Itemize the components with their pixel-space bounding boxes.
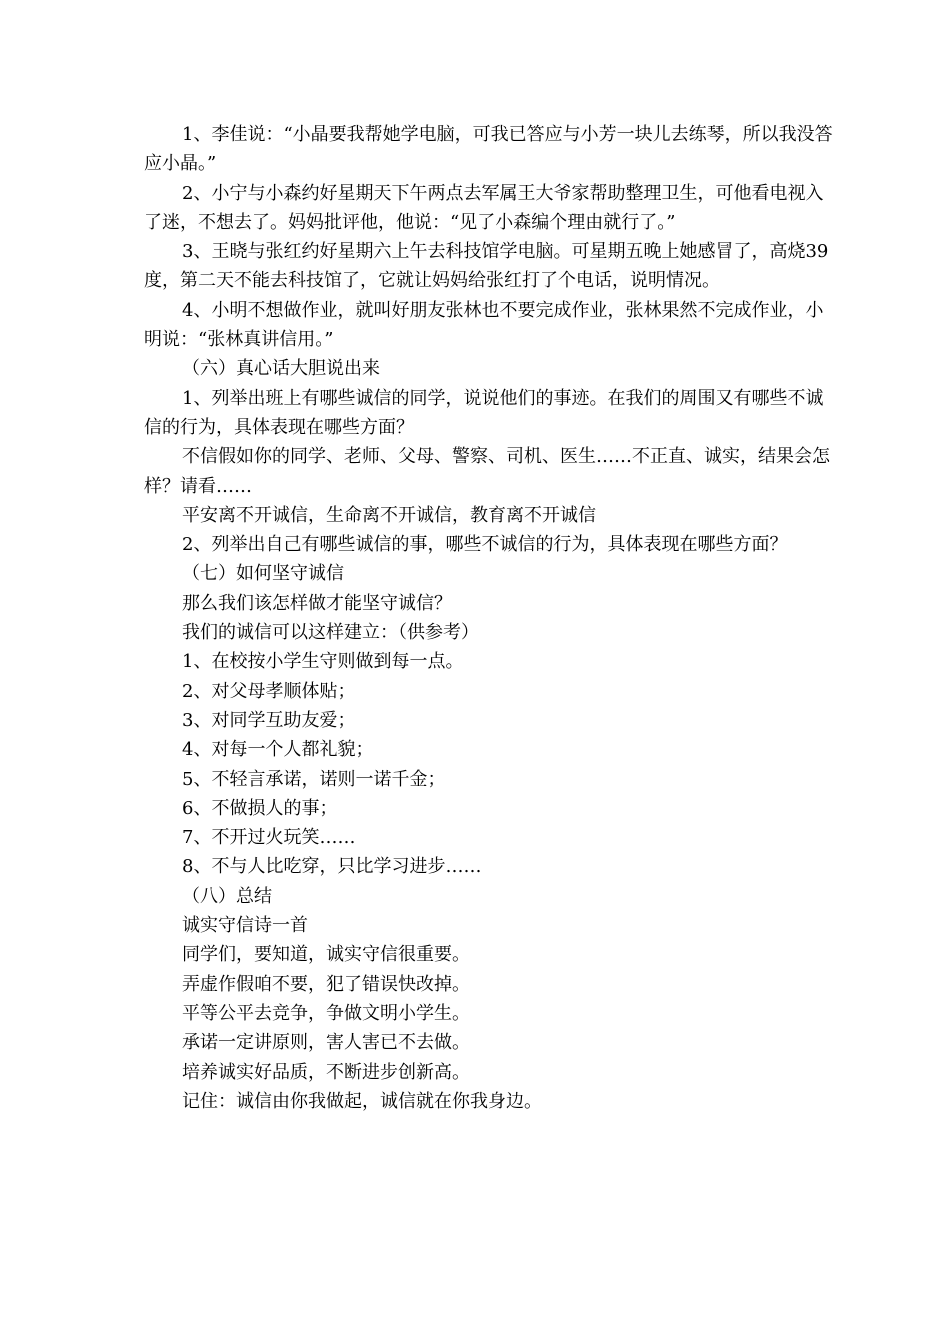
list-item: 6、不做损人的事； xyxy=(182,797,338,819)
section-heading-6: （六）真心话大胆说出来 xyxy=(182,358,380,380)
section-heading-7: （七）如何坚守诚信 xyxy=(182,563,344,585)
poem-line: 培养诚实好品质，不断进步创新高。 xyxy=(182,1061,470,1083)
section-heading-8: （八）总结 xyxy=(182,885,272,907)
paragraph-safety-life-education: 平安离不开诚信，生命离不开诚信，教育离不开诚信 xyxy=(182,504,596,526)
poem-title: 诚实守信诗一首 xyxy=(182,915,308,937)
list-item: 7、不开过火玩笑…… xyxy=(182,827,356,849)
list-item: 8、不与人比吃穿，只比学习进步…… xyxy=(182,856,482,878)
list-item: 5、不轻言承诺，诺则一诺千金； xyxy=(182,768,446,790)
list-item: 2、对父母孝顺体贴； xyxy=(182,680,356,702)
paragraph-list-self: 2、列举出自己有哪些诚信的事，哪些不诚信的行为，具体表现在哪些方面？ xyxy=(182,534,788,556)
paragraph-example-2: 2、小宁与小森约好星期天下午两点去军属王大爷家帮助整理卫生，可他看电视入了迷，不想去了。妈妈批评他，他说：“见了小森编个理由就行了。” xyxy=(144,182,824,233)
poem-line: 弄虚作假咱不要，犯了错误快改掉。 xyxy=(182,973,470,995)
paragraph-how-to: 那么我们该怎样做才能坚守诚信？ xyxy=(182,592,452,614)
paragraph-list-classmates: 1、列举出班上有哪些诚信的同学，说说他们的事迹。在我们的周围又有哪些不诚信的行为，具体表现在哪些方面？ xyxy=(144,387,824,438)
poem-line: 平等公平去竞争，争做文明小学生。 xyxy=(182,1002,470,1024)
paragraph-build: 我们的诚信可以这样建立：（供参考） xyxy=(182,622,479,644)
closing-line: 记住：诚信由你我做起，诚信就在你我身边。 xyxy=(182,1090,542,1112)
paragraph-example-1: 1、李佳说：“小晶要我帮她学电脑，可我已答应与小芳一块儿去练琴，所以我没答应小晶。” xyxy=(144,124,833,175)
list-item: 3、对同学互助友爱； xyxy=(182,709,356,731)
list-item: 1、在校按小学生守则做到每一点。 xyxy=(182,651,464,673)
paragraph-what-if: 不信假如你的同学、老师、父母、警察、司机、医生……不正直、诚实，结果会怎样？请看…… xyxy=(144,446,830,497)
poem-line: 同学们，要知道，诚实守信很重要。 xyxy=(182,944,470,966)
paragraph-example-3: 3、王晓与张红约好星期六上午去科技馆学电脑。可星期五晚上她感冒了，高烧39度，第二天不能去科技馆了，它就让妈妈给张红打了个电话，说明情况。 xyxy=(144,241,829,292)
paragraph-example-4: 4、小明不想做作业，就叫好朋友张林也不要完成作业，张林果然不完成作业，小明说：“张林真讲信用。” xyxy=(144,299,824,351)
list-item: 4、对每一个人都礼貌； xyxy=(182,739,374,761)
document-body xyxy=(144,120,834,1116)
poem-line: 承诺一定讲原则，害人害已不去做。 xyxy=(182,1032,470,1054)
